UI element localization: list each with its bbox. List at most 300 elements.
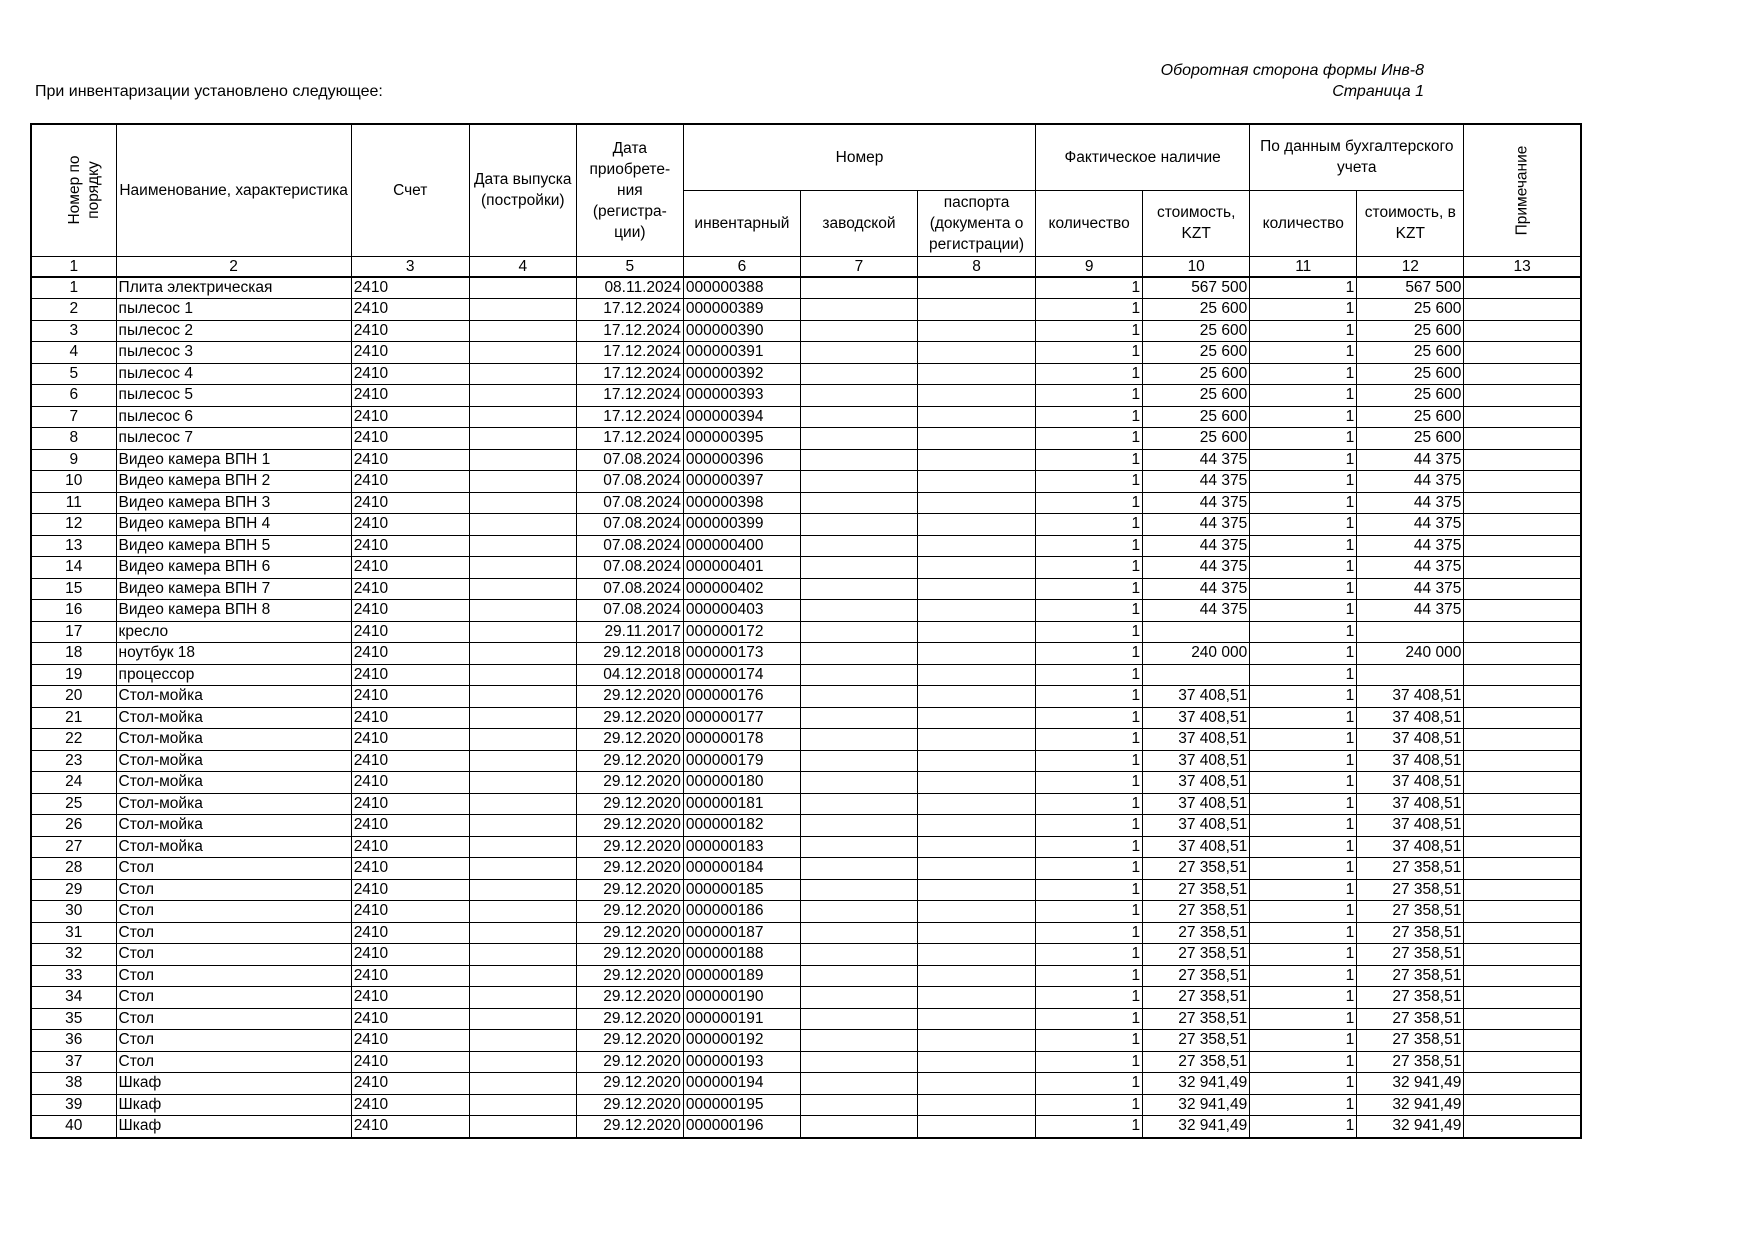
cell-name: Видео камера ВПН 5 <box>116 535 351 557</box>
cell-passport-no <box>918 1116 1036 1138</box>
cell-actual-cost: 44 375 <box>1143 449 1250 471</box>
cell-note <box>1464 643 1581 665</box>
cell-actual-qty: 1 <box>1036 277 1143 299</box>
cell-acq-date: 29.12.2020 <box>576 772 683 794</box>
cell-issue-date <box>469 406 576 428</box>
cell-acq-date: 17.12.2024 <box>576 385 683 407</box>
cell-passport-no <box>918 987 1036 1009</box>
col-header-books-group: По данным бухгалтерского учета <box>1250 124 1464 190</box>
cell-acq-date: 29.12.2020 <box>576 750 683 772</box>
cell-books-cost: 37 408,51 <box>1357 750 1464 772</box>
cell-actual-cost: 240 000 <box>1143 643 1250 665</box>
cell-acq-date: 17.12.2024 <box>576 363 683 385</box>
cell-note <box>1464 686 1581 708</box>
cell-actual-qty: 1 <box>1036 987 1143 1009</box>
cell-books-cost: 32 941,49 <box>1357 1116 1464 1138</box>
cell-actual-qty: 1 <box>1036 643 1143 665</box>
col-header-name: Наименование, характеристика <box>116 124 351 256</box>
cell-inventory-no: 000000388 <box>683 277 800 299</box>
cell-actual-qty: 1 <box>1036 385 1143 407</box>
cell-books-qty: 1 <box>1250 901 1357 923</box>
cell-acq-date: 29.12.2020 <box>576 1116 683 1138</box>
cell-order-no: 23 <box>31 750 116 772</box>
cell-note <box>1464 1051 1581 1073</box>
cell-account: 2410 <box>351 320 469 342</box>
cell-acq-date: 29.12.2020 <box>576 987 683 1009</box>
cell-books-cost: 240 000 <box>1357 643 1464 665</box>
table-row <box>31 320 1581 342</box>
cell-books-cost: 25 600 <box>1357 342 1464 364</box>
cell-passport-no <box>918 363 1036 385</box>
cell-books-cost: 27 358,51 <box>1357 1030 1464 1052</box>
table-row <box>31 557 1581 579</box>
cell-account: 2410 <box>351 858 469 880</box>
cell-actual-cost: 44 375 <box>1143 514 1250 536</box>
table-row <box>31 600 1581 622</box>
cell-passport-no <box>918 1051 1036 1073</box>
cell-books-qty: 1 <box>1250 471 1357 493</box>
cell-actual-qty: 1 <box>1036 836 1143 858</box>
cell-name: Видео камера ВПН 8 <box>116 600 351 622</box>
cell-actual-cost: 27 358,51 <box>1143 1051 1250 1073</box>
cell-acq-date: 07.08.2024 <box>576 578 683 600</box>
cell-actual-cost: 25 600 <box>1143 406 1250 428</box>
cell-order-no: 5 <box>31 363 116 385</box>
cell-acq-date: 17.12.2024 <box>576 428 683 450</box>
cell-factory-no <box>800 277 917 299</box>
table-row <box>31 492 1581 514</box>
col-header-acq-date: Дата приобрете-ния (регистра-ции) <box>576 124 683 256</box>
cell-books-cost: 25 600 <box>1357 299 1464 321</box>
cell-acq-date: 29.12.2020 <box>576 707 683 729</box>
cell-inventory-no: 000000390 <box>683 320 800 342</box>
cell-issue-date <box>469 578 576 600</box>
cell-issue-date <box>469 471 576 493</box>
cell-actual-cost: 27 358,51 <box>1143 1008 1250 1030</box>
cell-issue-date <box>469 299 576 321</box>
cell-factory-no <box>800 578 917 600</box>
cell-actual-qty: 1 <box>1036 621 1143 643</box>
cell-name: Стол-мойка <box>116 729 351 751</box>
cell-passport-no <box>918 320 1036 342</box>
cell-order-no: 37 <box>31 1051 116 1073</box>
table-row <box>31 707 1581 729</box>
cell-books-cost: 44 375 <box>1357 492 1464 514</box>
cell-passport-no <box>918 922 1036 944</box>
cell-name: Видео камера ВПН 1 <box>116 449 351 471</box>
cell-passport-no <box>918 1073 1036 1095</box>
cell-books-qty: 1 <box>1250 965 1357 987</box>
cell-order-no: 14 <box>31 557 116 579</box>
col-header-inventory: инвентарный <box>683 190 800 256</box>
cell-passport-no <box>918 471 1036 493</box>
cell-factory-no <box>800 600 917 622</box>
cell-account: 2410 <box>351 1008 469 1030</box>
table-row <box>31 793 1581 815</box>
cell-inventory-no: 000000401 <box>683 557 800 579</box>
cell-actual-qty: 1 <box>1036 1116 1143 1138</box>
cell-passport-no <box>918 449 1036 471</box>
cell-actual-qty: 1 <box>1036 557 1143 579</box>
cell-books-cost: 27 358,51 <box>1357 901 1464 923</box>
cell-actual-cost: 25 600 <box>1143 299 1250 321</box>
cell-books-qty: 1 <box>1250 987 1357 1009</box>
cell-order-no: 38 <box>31 1073 116 1095</box>
cell-factory-no <box>800 299 917 321</box>
cell-name: пылесос 7 <box>116 428 351 450</box>
cell-order-no: 18 <box>31 643 116 665</box>
cell-note <box>1464 1030 1581 1052</box>
cell-acq-date: 29.12.2020 <box>576 1008 683 1030</box>
cell-name: Стол-мойка <box>116 750 351 772</box>
cell-books-cost: 27 358,51 <box>1357 922 1464 944</box>
cell-account: 2410 <box>351 1073 469 1095</box>
cell-books-cost: 27 358,51 <box>1357 1051 1464 1073</box>
cell-passport-no <box>918 578 1036 600</box>
cell-inventory-no: 000000187 <box>683 922 800 944</box>
cell-actual-qty: 1 <box>1036 406 1143 428</box>
cell-acq-date: 04.12.2018 <box>576 664 683 686</box>
cell-actual-qty: 1 <box>1036 320 1143 342</box>
cell-actual-cost: 37 408,51 <box>1143 815 1250 837</box>
cell-actual-cost <box>1143 621 1250 643</box>
cell-books-cost: 44 375 <box>1357 471 1464 493</box>
cell-issue-date <box>469 729 576 751</box>
cell-actual-qty: 1 <box>1036 879 1143 901</box>
cell-actual-cost: 27 358,51 <box>1143 944 1250 966</box>
cell-order-no: 40 <box>31 1116 116 1138</box>
cell-factory-no <box>800 1094 917 1116</box>
inventory-table <box>30 123 1582 1139</box>
cell-actual-qty: 1 <box>1036 772 1143 794</box>
cell-factory-no <box>800 858 917 880</box>
cell-note <box>1464 449 1581 471</box>
cell-factory-no <box>800 428 917 450</box>
cell-note <box>1464 492 1581 514</box>
cell-passport-no <box>918 492 1036 514</box>
cell-actual-cost: 32 941,49 <box>1143 1094 1250 1116</box>
cell-order-no: 21 <box>31 707 116 729</box>
table-row <box>31 1008 1581 1030</box>
cell-actual-qty: 1 <box>1036 1051 1143 1073</box>
cell-inventory-no: 000000389 <box>683 299 800 321</box>
cell-name: Стол <box>116 901 351 923</box>
cell-passport-no <box>918 299 1036 321</box>
page-number-label: Страница 1 <box>1332 83 1424 100</box>
cell-acq-date: 29.12.2020 <box>576 1073 683 1095</box>
cell-passport-no <box>918 901 1036 923</box>
cell-note <box>1464 1094 1581 1116</box>
cell-actual-qty: 1 <box>1036 535 1143 557</box>
column-number: 10 <box>1143 256 1250 277</box>
cell-books-qty: 1 <box>1250 858 1357 880</box>
cell-name: Шкаф <box>116 1094 351 1116</box>
cell-note <box>1464 836 1581 858</box>
cell-books-qty: 1 <box>1250 1008 1357 1030</box>
cell-issue-date <box>469 901 576 923</box>
cell-acq-date: 29.11.2017 <box>576 621 683 643</box>
table-row <box>31 299 1581 321</box>
cell-factory-no <box>800 686 917 708</box>
cell-actual-qty: 1 <box>1036 1073 1143 1095</box>
cell-books-cost: 27 358,51 <box>1357 987 1464 1009</box>
column-number: 13 <box>1464 256 1581 277</box>
cell-name: Стол <box>116 858 351 880</box>
cell-account: 2410 <box>351 1116 469 1138</box>
cell-factory-no <box>800 471 917 493</box>
cell-books-qty: 1 <box>1250 1094 1357 1116</box>
cell-name: Стол <box>116 922 351 944</box>
cell-note <box>1464 277 1581 299</box>
cell-inventory-no: 000000191 <box>683 1008 800 1030</box>
cell-books-qty: 1 <box>1250 600 1357 622</box>
cell-inventory-no: 000000176 <box>683 686 800 708</box>
cell-inventory-no: 000000193 <box>683 1051 800 1073</box>
cell-name: Стол-мойка <box>116 686 351 708</box>
cell-note <box>1464 858 1581 880</box>
cell-actual-qty: 1 <box>1036 750 1143 772</box>
cell-actual-cost: 27 358,51 <box>1143 1030 1250 1052</box>
cell-account: 2410 <box>351 944 469 966</box>
column-number: 11 <box>1250 256 1357 277</box>
cell-factory-no <box>800 342 917 364</box>
cell-factory-no <box>800 965 917 987</box>
table-row <box>31 471 1581 493</box>
col-header-note: Примечание <box>1464 124 1581 256</box>
cell-name: процессор <box>116 664 351 686</box>
cell-actual-cost: 27 358,51 <box>1143 965 1250 987</box>
cell-account: 2410 <box>351 836 469 858</box>
cell-order-no: 1 <box>31 277 116 299</box>
cell-note <box>1464 621 1581 643</box>
cell-passport-no <box>918 944 1036 966</box>
cell-name: пылесос 6 <box>116 406 351 428</box>
cell-note <box>1464 406 1581 428</box>
cell-factory-no <box>800 1008 917 1030</box>
cell-factory-no <box>800 1073 917 1095</box>
cell-note <box>1464 363 1581 385</box>
cell-factory-no <box>800 621 917 643</box>
cell-account: 2410 <box>351 1030 469 1052</box>
cell-acq-date: 17.12.2024 <box>576 299 683 321</box>
cell-note <box>1464 428 1581 450</box>
col-header-issue-date: Дата выпуска (постройки) <box>469 124 576 256</box>
cell-books-qty: 1 <box>1250 1073 1357 1095</box>
cell-factory-no <box>800 449 917 471</box>
cell-acq-date: 29.12.2020 <box>576 1030 683 1052</box>
intro-text: При инвентаризации установлено следующее: <box>35 83 383 100</box>
cell-factory-no <box>800 750 917 772</box>
cell-note <box>1464 1073 1581 1095</box>
cell-note <box>1464 922 1581 944</box>
cell-actual-qty: 1 <box>1036 1094 1143 1116</box>
cell-actual-cost: 37 408,51 <box>1143 707 1250 729</box>
cell-passport-no <box>918 965 1036 987</box>
cell-name: Видео камера ВПН 4 <box>116 514 351 536</box>
cell-issue-date <box>469 342 576 364</box>
cell-actual-qty: 1 <box>1036 428 1143 450</box>
cell-issue-date <box>469 363 576 385</box>
cell-name: Стол <box>116 987 351 1009</box>
cell-books-qty: 1 <box>1250 815 1357 837</box>
cell-inventory-no: 000000182 <box>683 815 800 837</box>
cell-name: Стол-мойка <box>116 772 351 794</box>
cell-books-qty: 1 <box>1250 428 1357 450</box>
cell-note <box>1464 944 1581 966</box>
col-header-passport: паспорта (документа о регистрации) <box>918 190 1036 256</box>
cell-account: 2410 <box>351 793 469 815</box>
cell-order-no: 33 <box>31 965 116 987</box>
cell-acq-date: 29.12.2020 <box>576 879 683 901</box>
cell-actual-qty: 1 <box>1036 1008 1143 1030</box>
cell-actual-qty: 1 <box>1036 471 1143 493</box>
cell-name: Шкаф <box>116 1116 351 1138</box>
cell-books-qty: 1 <box>1250 535 1357 557</box>
cell-factory-no <box>800 793 917 815</box>
cell-acq-date: 07.08.2024 <box>576 492 683 514</box>
cell-books-qty: 1 <box>1250 707 1357 729</box>
cell-books-cost: 44 375 <box>1357 514 1464 536</box>
cell-acq-date: 29.12.2020 <box>576 836 683 858</box>
column-number: 3 <box>351 256 469 277</box>
cell-account: 2410 <box>351 600 469 622</box>
table-row <box>31 858 1581 880</box>
cell-books-qty: 1 <box>1250 514 1357 536</box>
cell-factory-no <box>800 557 917 579</box>
cell-name: Шкаф <box>116 1073 351 1095</box>
cell-order-no: 29 <box>31 879 116 901</box>
cell-books-qty: 1 <box>1250 793 1357 815</box>
cell-passport-no <box>918 793 1036 815</box>
table-row <box>31 965 1581 987</box>
column-number: 4 <box>469 256 576 277</box>
cell-inventory-no: 000000194 <box>683 1073 800 1095</box>
cell-inventory-no: 000000174 <box>683 664 800 686</box>
table-row <box>31 385 1581 407</box>
cell-factory-no <box>800 815 917 837</box>
cell-books-cost: 37 408,51 <box>1357 707 1464 729</box>
cell-actual-cost: 25 600 <box>1143 428 1250 450</box>
cell-note <box>1464 514 1581 536</box>
cell-issue-date <box>469 879 576 901</box>
cell-acq-date: 17.12.2024 <box>576 342 683 364</box>
cell-issue-date <box>469 320 576 342</box>
cell-inventory-no: 000000192 <box>683 1030 800 1052</box>
cell-actual-cost: 44 375 <box>1143 600 1250 622</box>
cell-acq-date: 07.08.2024 <box>576 449 683 471</box>
cell-passport-no <box>918 772 1036 794</box>
col-header-actual-cost: стоимость, KZT <box>1143 190 1250 256</box>
cell-acq-date: 07.08.2024 <box>576 557 683 579</box>
cell-books-qty: 1 <box>1250 750 1357 772</box>
cell-account: 2410 <box>351 707 469 729</box>
cell-account: 2410 <box>351 514 469 536</box>
cell-issue-date <box>469 449 576 471</box>
cell-books-cost <box>1357 621 1464 643</box>
cell-factory-no <box>800 385 917 407</box>
cell-passport-no <box>918 729 1036 751</box>
cell-inventory-no: 000000185 <box>683 879 800 901</box>
cell-books-qty: 1 <box>1250 557 1357 579</box>
cell-account: 2410 <box>351 686 469 708</box>
cell-inventory-no: 000000395 <box>683 428 800 450</box>
cell-order-no: 30 <box>31 901 116 923</box>
cell-factory-no <box>800 320 917 342</box>
cell-account: 2410 <box>351 1051 469 1073</box>
cell-acq-date: 29.12.2020 <box>576 858 683 880</box>
cell-note <box>1464 320 1581 342</box>
cell-acq-date: 29.12.2020 <box>576 922 683 944</box>
table-row <box>31 1073 1581 1095</box>
cell-actual-cost: 27 358,51 <box>1143 858 1250 880</box>
cell-acq-date: 29.12.2020 <box>576 1051 683 1073</box>
cell-issue-date <box>469 944 576 966</box>
cell-factory-no <box>800 1051 917 1073</box>
cell-issue-date <box>469 1008 576 1030</box>
table-row <box>31 449 1581 471</box>
cell-note <box>1464 535 1581 557</box>
cell-books-qty: 1 <box>1250 643 1357 665</box>
table-row <box>31 363 1581 385</box>
cell-inventory-no: 000000178 <box>683 729 800 751</box>
cell-books-cost: 32 941,49 <box>1357 1073 1464 1095</box>
cell-note <box>1464 385 1581 407</box>
cell-actual-qty: 1 <box>1036 922 1143 944</box>
cell-passport-no <box>918 750 1036 772</box>
cell-order-no: 28 <box>31 858 116 880</box>
cell-books-qty: 1 <box>1250 664 1357 686</box>
cell-name: Стол-мойка <box>116 707 351 729</box>
table-row <box>31 535 1581 557</box>
cell-name: Стол-мойка <box>116 793 351 815</box>
cell-passport-no <box>918 1030 1036 1052</box>
cell-account: 2410 <box>351 815 469 837</box>
table-row <box>31 815 1581 837</box>
cell-account: 2410 <box>351 1094 469 1116</box>
cell-books-qty: 1 <box>1250 363 1357 385</box>
col-header-number-group: Номер <box>683 124 1035 190</box>
cell-books-qty: 1 <box>1250 385 1357 407</box>
cell-name: Видео камера ВПН 3 <box>116 492 351 514</box>
col-header-actual-qty: количество <box>1036 190 1143 256</box>
cell-order-no: 8 <box>31 428 116 450</box>
col-header-factory: заводской <box>800 190 917 256</box>
cell-actual-cost: 27 358,51 <box>1143 922 1250 944</box>
cell-passport-no <box>918 277 1036 299</box>
cell-issue-date <box>469 987 576 1009</box>
cell-inventory-no: 000000400 <box>683 535 800 557</box>
cell-books-qty: 1 <box>1250 406 1357 428</box>
cell-books-qty: 1 <box>1250 342 1357 364</box>
cell-acq-date: 29.12.2020 <box>576 815 683 837</box>
cell-account: 2410 <box>351 277 469 299</box>
cell-name: пылесос 4 <box>116 363 351 385</box>
cell-passport-no <box>918 858 1036 880</box>
cell-actual-qty: 1 <box>1036 686 1143 708</box>
cell-passport-no <box>918 406 1036 428</box>
cell-actual-qty: 1 <box>1036 578 1143 600</box>
cell-factory-no <box>800 514 917 536</box>
cell-inventory-no: 000000188 <box>683 944 800 966</box>
cell-account: 2410 <box>351 406 469 428</box>
cell-note <box>1464 987 1581 1009</box>
cell-actual-qty: 1 <box>1036 363 1143 385</box>
cell-issue-date <box>469 858 576 880</box>
cell-order-no: 24 <box>31 772 116 794</box>
cell-note <box>1464 815 1581 837</box>
cell-books-qty: 1 <box>1250 449 1357 471</box>
cell-actual-qty: 1 <box>1036 600 1143 622</box>
